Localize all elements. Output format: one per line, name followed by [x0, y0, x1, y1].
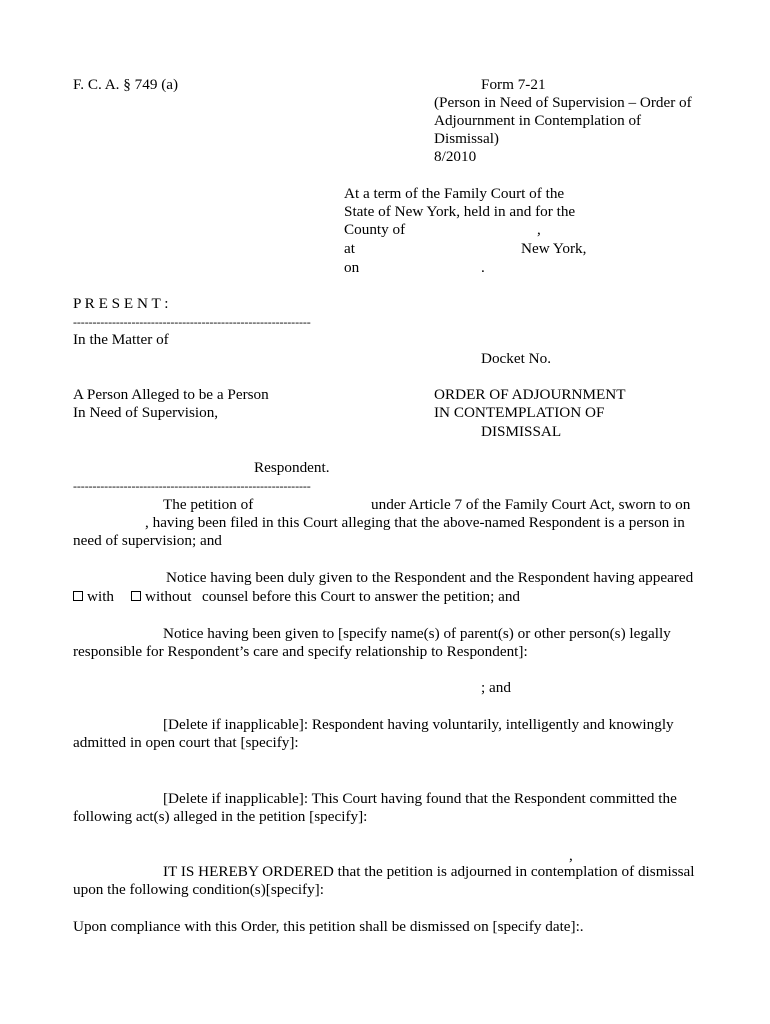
without-counsel-option[interactable]: [131, 588, 191, 606]
form-title-line-3: Dismissal): [434, 130, 499, 147]
at-label: at: [344, 240, 355, 257]
admission-line-1: [Delete if inapplicable]: Respondent having voluntarily, intelligently and knowingly: [163, 716, 674, 733]
admission-line-2: admitted in open court that [specify]:: [73, 734, 299, 751]
caption-divider-top: -------------------------------------------------------------: [73, 315, 311, 329]
court-line-1: At a term of the Family Court of the: [344, 185, 565, 202]
with-counsel-option[interactable]: [73, 588, 114, 606]
county-comma: ,: [537, 221, 541, 238]
form-number: Form 7-21: [481, 76, 546, 93]
county-label: County of: [344, 221, 406, 238]
with-label: with: [87, 588, 115, 605]
notice-parent-line-2: responsible for Respondent’s care and specify relationship to Respondent]:: [73, 643, 528, 660]
form-title-line-1: (Person in Need of Supervision – Order of: [434, 94, 692, 111]
compliance-line: Upon compliance with this Order, this petition shall be dismissed on [specify date]:.: [73, 918, 584, 935]
form-title-line-2: Adjournment in Contemplation of: [434, 112, 642, 129]
notice-parent-and: ; and: [481, 679, 511, 696]
petition-line-1: under Article 7 of the Family Court Act, sworn to on: [371, 496, 691, 513]
caption-divider-bottom: -------------------------------------------------------------: [73, 479, 311, 493]
without-checkbox[interactable]: [131, 591, 141, 601]
form-date: 8/2010: [434, 148, 477, 165]
petition-lead: The petition of: [163, 496, 254, 513]
order-title-line-1: ORDER OF ADJOURNMENT: [434, 386, 626, 403]
respondent-label: Respondent.: [254, 459, 330, 476]
finding-line-1: [Delete if inapplicable]: This Court having found that the Respondent committed the: [163, 790, 677, 807]
state-label: New York,: [521, 240, 587, 257]
notice-parent-line-1: Notice having been given to [specify name(s) of parent(s) or other person(s) legally: [163, 625, 671, 642]
without-label: without: [145, 588, 192, 605]
on-label: on: [344, 259, 360, 276]
counsel-rest: counsel before this Court to answer the petition; and: [202, 588, 521, 605]
statute-citation: F. C. A. § 749 (a): [73, 76, 179, 93]
court-line-2: State of New York, held in and for the: [344, 203, 576, 220]
party-line-1: A Person Alleged to be a Person: [73, 386, 269, 403]
petition-line-3: need of supervision; and: [73, 532, 222, 549]
on-period: .: [481, 259, 485, 276]
finding-line-2: following act(s) alleged in the petition [specify]:: [73, 808, 368, 825]
matter-label: In the Matter of: [73, 331, 169, 348]
stray-comma: ,: [569, 847, 573, 864]
petition-line-2: , having been filed in this Court alleging that the above-named Respondent is a person in: [145, 514, 685, 531]
notice-appearance-line-1: Notice having been duly given to the Respondent and the Respondent having appeared: [166, 569, 694, 586]
present-label: P R E S E N T :: [73, 295, 169, 312]
ordered-line-2: upon the following condition(s)[specify]:: [73, 881, 324, 898]
docket-label: Docket No.: [481, 350, 552, 367]
order-title-line-2: IN CONTEMPLATION OF: [434, 404, 605, 421]
with-checkbox[interactable]: [73, 591, 83, 601]
order-title-line-3: DISMISSAL: [481, 423, 562, 440]
ordered-line-1: IT IS HEREBY ORDERED that the petition is adjourned in contemplation of dismissal: [163, 863, 695, 880]
party-line-2: In Need of Supervision,: [73, 404, 219, 421]
